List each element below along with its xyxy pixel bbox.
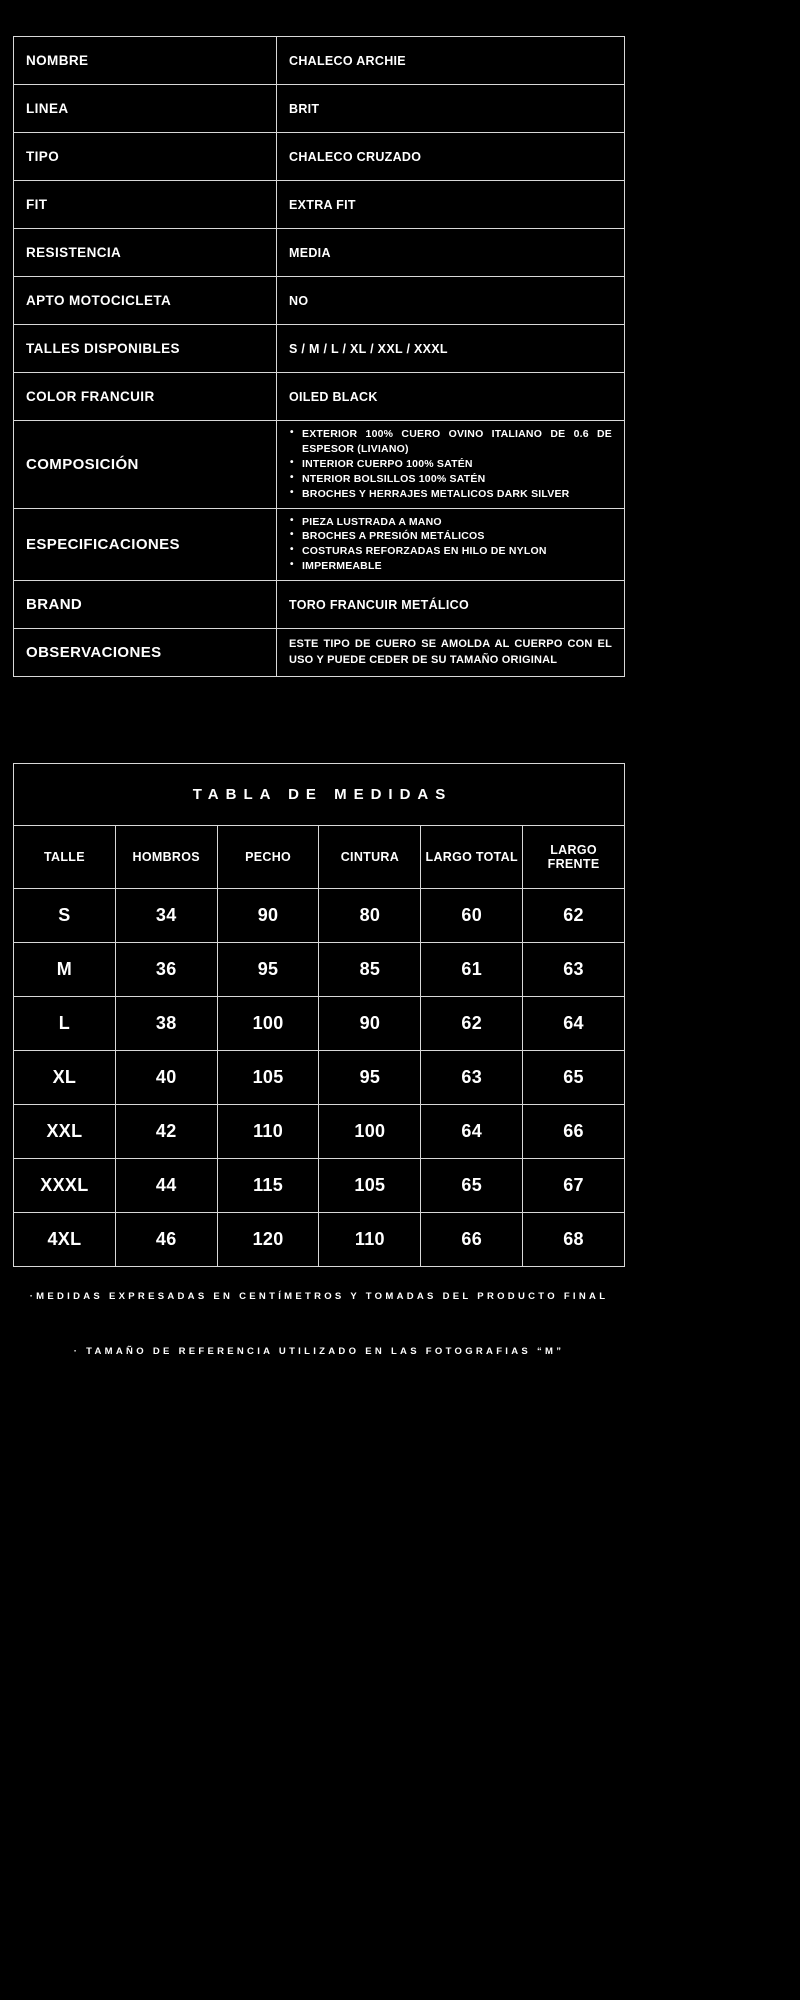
spec-value-linea: BRIT [277, 85, 625, 133]
measurement-cell-talle: XXL [14, 1105, 116, 1159]
measurement-cell-talle: XXXL [14, 1159, 116, 1213]
measurement-cell-largo-frente: 67 [523, 1159, 625, 1213]
spec-label-talles-disponibles: TALLES DISPONIBLES [14, 325, 277, 373]
measurement-table-title: TABLA DE MEDIDAS [14, 764, 625, 826]
spec-value-nombre: CHALECO ARCHIE [277, 37, 625, 85]
measurement-cell-cintura: 100 [319, 1105, 421, 1159]
measurement-cell-largo-total: 64 [421, 1105, 523, 1159]
measurement-cell-cintura: 90 [319, 997, 421, 1051]
specification-table-body [14, 37, 625, 677]
measurement-cell-hombros: 38 [115, 997, 217, 1051]
measurement-cell-cintura: 110 [319, 1213, 421, 1267]
measurement-cell-pecho: 95 [217, 943, 319, 997]
measurement-cell-largo-total: 62 [421, 997, 523, 1051]
measurement-cell-talle: M [14, 943, 116, 997]
measurement-table-head [14, 764, 625, 889]
spec-value-observaciones: ESTE TIPO DE CUERO SE AMOLDA AL CUERPO CON EL USO Y PUEDE CEDER DE SU TAMAÑO ORIGINAL [277, 629, 625, 677]
spec-row-nombre [14, 37, 625, 85]
measurement-cell-largo-total: 61 [421, 943, 523, 997]
spec-row-talles-disponibles [14, 325, 625, 373]
spec-row-linea [14, 85, 625, 133]
measurement-cell-pecho: 120 [217, 1213, 319, 1267]
spec-value-especificaciones [277, 508, 625, 581]
spec-label-observaciones: OBSERVACIONES [14, 629, 277, 677]
spec-label-color-francuir: COLOR FRANCUIR [14, 373, 277, 421]
table-row [14, 943, 625, 997]
measurement-cell-largo-total: 66 [421, 1213, 523, 1267]
spec-value-fit: EXTRA FIT [277, 181, 625, 229]
measurement-header-cintura: CINTURA [319, 826, 421, 889]
measurement-cell-largo-total: 65 [421, 1159, 523, 1213]
spec-value-tipo: CHALECO CRUZADO [277, 133, 625, 181]
measurement-cell-cintura: 85 [319, 943, 421, 997]
spec-row-color-francuir [14, 373, 625, 421]
measurement-cell-pecho: 100 [217, 997, 319, 1051]
spec-value-composicion [277, 421, 625, 509]
especificaciones-bullet-item: • BROCHES A PRESIÓN METÁLICOS [289, 529, 612, 544]
measurement-cell-cintura: 80 [319, 889, 421, 943]
table-row [14, 889, 625, 943]
spec-row-observaciones [14, 629, 625, 677]
spec-value-brand: TORO FRANCUIR METÁLICO [277, 581, 625, 629]
especificaciones-bullet-item: • IMPERMEABLE [289, 559, 612, 574]
measurement-header-talle: TALLE [14, 826, 116, 889]
spec-row-apto-motocicleta [14, 277, 625, 325]
measurement-header-largo-frente: LARGO FRENTE [523, 826, 625, 889]
spec-label-brand: BRAND [14, 581, 277, 629]
table-row [14, 1213, 625, 1267]
measurement-cell-largo-frente: 68 [523, 1213, 625, 1267]
composicion-bullet-item: • BROCHES Y HERRAJES METALICOS DARK SILVER [289, 487, 612, 502]
composicion-bullet-item: • NTERIOR BOLSILLOS 100% SATÉN [289, 472, 612, 487]
measurement-cell-talle: L [14, 997, 116, 1051]
measurement-cell-cintura: 105 [319, 1159, 421, 1213]
measurement-cell-hombros: 44 [115, 1159, 217, 1213]
measurement-cell-pecho: 105 [217, 1051, 319, 1105]
measurement-cell-cintura: 95 [319, 1051, 421, 1105]
spec-label-composicion: COMPOSICIÓN [14, 421, 277, 509]
measurement-header-hombros: HOMBROS [115, 826, 217, 889]
measurement-cell-largo-total: 60 [421, 889, 523, 943]
measurement-cell-talle: XL [14, 1051, 116, 1105]
spec-row-tipo [14, 133, 625, 181]
measurement-cell-largo-frente: 65 [523, 1051, 625, 1105]
measurement-table-body [14, 889, 625, 1267]
spec-row-fit [14, 181, 625, 229]
spec-row-resistencia [14, 229, 625, 277]
measurement-cell-pecho: 115 [217, 1159, 319, 1213]
table-row [14, 1159, 625, 1213]
spec-value-talles-disponibles: S / M / L / XL / XXL / XXXL [277, 325, 625, 373]
table-row [14, 997, 625, 1051]
footnote-measurements-unit: ·MEDIDAS EXPRESADAS EN CENTÍMETROS Y TOMADAS DEL PRODUCTO FINAL [29, 1291, 609, 1302]
specification-table [13, 36, 625, 677]
measurement-cell-hombros: 42 [115, 1105, 217, 1159]
measurement-header-pecho: PECHO [217, 826, 319, 889]
spec-row-composicion [14, 421, 625, 509]
especificaciones-bullet-item: • COSTURAS REFORZADAS EN HILO DE NYLON [289, 544, 612, 559]
spec-label-linea: LINEA [14, 85, 277, 133]
spec-label-nombre: NOMBRE [14, 37, 277, 85]
spec-value-apto-motocicleta: NO [277, 277, 625, 325]
composicion-bullet-item: • INTERIOR CUERPO 100% SATÉN [289, 457, 612, 472]
spec-value-color-francuir: OILED BLACK [277, 373, 625, 421]
measurement-header-row [14, 826, 625, 889]
table-row [14, 1051, 625, 1105]
measurement-cell-pecho: 110 [217, 1105, 319, 1159]
especificaciones-bullet-list [289, 515, 612, 575]
footnote-reference-size: · TAMAÑO DE REFERENCIA UTILIZADO EN LAS FOTOGRAFIAS “M” [73, 1346, 565, 1357]
spec-row-brand [14, 581, 625, 629]
measurement-cell-largo-total: 63 [421, 1051, 523, 1105]
spec-label-resistencia: RESISTENCIA [14, 229, 277, 277]
composicion-bullet-item: • EXTERIOR 100% CUERO OVINO ITALIANO DE 0.6 DE ESPESOR (LIVIANO) [289, 427, 612, 457]
measurement-cell-largo-frente: 64 [523, 997, 625, 1051]
measurement-cell-largo-frente: 63 [523, 943, 625, 997]
measurement-table [13, 763, 625, 1267]
measurement-cell-largo-frente: 66 [523, 1105, 625, 1159]
spec-label-tipo: TIPO [14, 133, 277, 181]
spec-label-especificaciones: ESPECIFICACIONES [14, 508, 277, 581]
composicion-bullet-list [289, 427, 612, 502]
spec-label-apto-motocicleta: APTO MOTOCICLETA [14, 277, 277, 325]
especificaciones-bullet-item: • PIEZA LUSTRADA A MANO [289, 515, 612, 530]
measurement-title-row [14, 764, 625, 826]
measurement-cell-hombros: 46 [115, 1213, 217, 1267]
measurement-header-largo-total: LARGO TOTAL [421, 826, 523, 889]
measurement-cell-talle: 4XL [14, 1213, 116, 1267]
measurement-cell-hombros: 36 [115, 943, 217, 997]
spec-value-resistencia: MEDIA [277, 229, 625, 277]
spec-row-especificaciones [14, 508, 625, 581]
measurement-cell-largo-frente: 62 [523, 889, 625, 943]
measurement-cell-pecho: 90 [217, 889, 319, 943]
measurement-cell-hombros: 40 [115, 1051, 217, 1105]
spec-label-fit: FIT [14, 181, 277, 229]
measurement-cell-talle: S [14, 889, 116, 943]
table-row [14, 1105, 625, 1159]
measurement-cell-hombros: 34 [115, 889, 217, 943]
